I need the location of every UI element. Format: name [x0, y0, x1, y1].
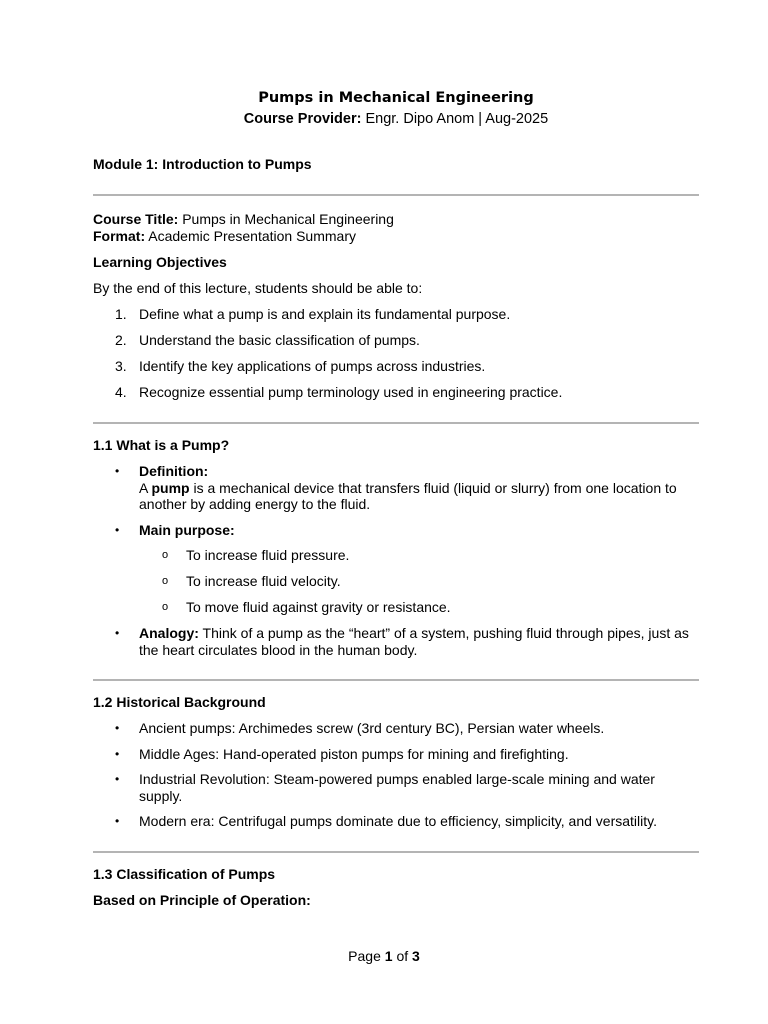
definition-label: Definition: — [139, 463, 209, 479]
list-item: 4. Recognize essential pump terminology used in engineering practice. — [115, 384, 563, 400]
list-item: • Industrial Revolution: Steam-powered pumps enabled large-scale mining and water supply. — [115, 771, 655, 804]
format-line — [93, 228, 699, 245]
course-provider-line — [93, 109, 699, 129]
page-number: Page 1 of 3 — [348, 948, 420, 964]
list-item: o To move fluid against gravity or resistance. — [162, 599, 451, 615]
divider — [93, 194, 699, 196]
circle-bullet-icon: o — [162, 549, 169, 561]
main-purpose-label: Main purpose: — [139, 521, 235, 538]
list-item — [93, 463, 699, 513]
list-item: 3. Identify the key applications of pumps across industries. — [115, 358, 486, 374]
purpose-sublist — [139, 547, 699, 616]
circle-bullet-icon: o — [162, 575, 169, 587]
bullet-icon: • — [115, 464, 120, 478]
document-page — [93, 88, 699, 909]
analogy-label: Analogy: — [139, 625, 199, 641]
list-item: 2. Understand the basic classification of pumps. — [115, 332, 420, 348]
list-item: • Modern era: Centrifugal pumps dominate due to efficiency, simplicity, and versatility. — [115, 813, 657, 829]
objectives-intro: By the end of this lecture, students should be able to: — [93, 280, 423, 296]
bullet-icon: • — [115, 746, 120, 761]
history-list — [93, 720, 699, 830]
list-item: o To increase fluid velocity. — [162, 573, 341, 589]
document-title: Pumps in Mechanical Engineering — [258, 90, 534, 106]
total-pages: 3 — [412, 948, 420, 964]
divider — [93, 851, 699, 853]
section-heading-1-1: 1.1 What is a Pump? — [93, 437, 230, 453]
bullet-icon: • — [115, 626, 120, 640]
course-provider-label: Course Provider: — [243, 111, 362, 127]
course-provider-value: Engr. Dipo Anom | Aug-2025 — [361, 111, 549, 127]
circle-bullet-icon: o — [162, 601, 169, 613]
list-item: o To increase fluid pressure. — [162, 547, 350, 563]
analogy-text: Think of a pump as the “heart” of a system, pushing fluid through pipes, just as the heart circulates blood in the human body. — [139, 625, 689, 658]
format-value: Academic Presentation Summary — [145, 228, 356, 244]
module-heading: Module 1: Introduction to Pumps — [93, 156, 312, 172]
section-heading-1-2: 1.2 Historical Background — [93, 694, 266, 710]
pump-definition-list — [93, 463, 699, 658]
list-item: • Ancient pumps: Archimedes screw (3rd century BC), Persian water wheels. — [115, 720, 605, 736]
divider — [93, 422, 699, 424]
list-item: • Middle Ages: Hand-operated piston pumps for mining and firefighting. — [115, 745, 569, 762]
course-title-label: Course Title: — [93, 211, 179, 227]
list-item — [93, 522, 699, 617]
course-title-line — [93, 211, 699, 228]
bullet-icon: • — [115, 721, 120, 735]
section-heading-1-3: 1.3 Classification of Pumps — [93, 865, 276, 882]
bullet-icon: • — [115, 772, 120, 786]
bullet-icon: • — [115, 522, 120, 537]
course-info — [93, 211, 699, 245]
divider — [93, 679, 699, 681]
format-label: Format: — [93, 228, 146, 244]
definition-text: A pump is a mechanical device that transfers fluid (liquid or slurry) from one location to another by adding energy to the fluid. — [139, 479, 677, 512]
course-title-value: Pumps in Mechanical Engineering — [178, 211, 394, 227]
classification-subheading: Based on Principle of Operation: — [93, 891, 311, 908]
list-item — [93, 625, 699, 658]
objectives-list — [93, 306, 699, 401]
current-page: 1 — [384, 948, 393, 964]
bullet-icon: • — [115, 814, 120, 828]
learning-objectives-heading: Learning Objectives — [93, 254, 227, 270]
list-item: 1. Define what a pump is and explain its fundamental purpose. — [115, 306, 511, 322]
